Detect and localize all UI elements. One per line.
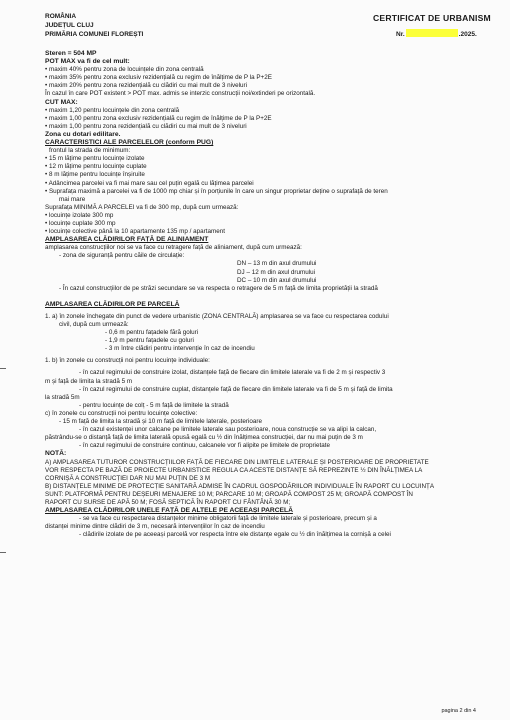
list-item: - 0,6 m pentru fațadele fără goluri — [105, 329, 199, 337]
note-line: B) DISTANȚELE MINIME DE PROTECȚIE SANITARĂ ADMISE ÎN CADRUL GOSPODĂRIILOR INDIVIDUALE ÎN RAPORT CU LOCUINȚA — [45, 482, 435, 490]
list-item: • maxim 1,00 pentru zona rezidențială cu clădiri cu mai mult de 3 niveluri — [45, 122, 247, 130]
list-item-continuation: mai mare — [59, 195, 86, 203]
issuer-block — [45, 12, 143, 39]
list-item: - clădirile izolate de pe aceeași parcelă vor respecta între ele distanțe egale cu ½ din înălțimea la cornișă a celei — [79, 531, 391, 539]
paragraph: Suprafața MINIMĂ A PARCELEI va fi de 300 mp, după cum urmează: — [45, 203, 239, 211]
land-area: Steren = 504 MP — [45, 50, 97, 57]
list-item-continuation: păstrându-se o distanță față de limita laterală opusă egală cu ½ din înălțimea construcției, dar nu mai puțin de 3 m — [45, 434, 363, 442]
list-item: - în cazul regimului de construire continuu, calcanele vor fi alipite pe limitele de proprietate — [79, 442, 330, 450]
section-heading: AMPLASAREA CLĂDIRILOR FAȚĂ DE ALINIAMENT — [45, 236, 209, 244]
note-line: A) AMPLASAREA TUTUROR CONSTRUCȚIILOR FAȚĂ DE FIECARE DIN LIMITELE LATERALE ȘI POSTERIOARE DE PROPRIETATE — [45, 458, 429, 466]
note-line: CORNIȘĂ A CONSTRUCȚIEI DAR NU MAI PUȚIN DE 3 M — [45, 474, 211, 482]
section-heading: AMPLASAREA CLĂDIRILOR PE PARCELĂ — [45, 300, 180, 308]
note-line: VOR RESPECTA PE BAZĂ DE PROIECTE URBANISTICE REGULA CA ACESTE DISTANȚE SĂ REPREZINTE ½ DIN ÎNĂLȚIMEA LA — [45, 466, 423, 474]
list-item: - în cazul regimului de construire cuplat, distanțele față de fiecare din limitele laterale va fi de 5 m și față de limita — [79, 385, 393, 393]
list-item: • maxim 1,20 pentru locuințele din zona centrală — [45, 106, 180, 114]
list-item: • 12 m lățime pentru locuințe cuplate — [45, 163, 147, 171]
list-item: - 15 m față de limita la stradă și 10 m față de limitele laterale, posterioare — [59, 418, 262, 426]
paragraph: 1. a) în zonele închegate din punct de vedere urbanistic (ZONA CENTRALĂ) amplasarea se va face cu respectarea codului — [45, 312, 389, 320]
list-item: • maxim 1,00 pentru zona exclusiv rezidențială cu regim de înălțime de P la P+2E — [45, 114, 272, 122]
note-heading: NOTĂ: — [45, 450, 67, 458]
list-item: • maxim 40% pentru zona de locuințele din zona centrală — [45, 66, 204, 74]
redacted-number-highlight — [406, 29, 458, 37]
section-heading: CARACTERISTICI ALE PARCELELOR (conform PUG) — [45, 139, 214, 147]
list-item: - pentru locuințe de colț - 5 m față de limitele la stradă — [79, 401, 229, 409]
utilities-note: Zona cu dotari edilitare. — [45, 130, 121, 138]
pot-heading: POT MAX va fi de cel mult: — [45, 58, 130, 66]
list-item: • locuințe izolate 300 mp — [45, 211, 114, 219]
list-item: • locuințe colective până la 10 apartamente 135 mp / apartament — [45, 228, 226, 236]
list-item-continuation: la stradă 5m — [45, 393, 80, 401]
page-footer: pagina 2 din 4 — [441, 708, 476, 714]
distance-item: DJ – 12 m din axul drumului — [237, 268, 316, 276]
list-item: • Adâncimea parcelei va fi mai mare sau cel puțin egală cu lățimea parcelei — [45, 179, 254, 187]
list-item: • 8 m lățime pentru locuințe înșiruite — [45, 171, 145, 179]
list-item: • maxim 20% pentru zona rezidențială cu clădiri cu mai mult de 3 niveluri — [45, 82, 248, 90]
section-heading: AMPLASAREA CLĂDIRILOR UNELE FAȚĂ DE ALTELE PE ACEEAȘI PARCELĂ — [45, 507, 293, 515]
list-item-continuation: distanței minime dintre clădiri de 3 m, necesară intervențiilor în caz de incendiu — [45, 523, 265, 531]
note-line: RAPORT CU SURSE DE APĂ 50 M; FOSĂ SEPTICĂ ÎN RAPORT CU FÂNTÂNĂ 30 M; — [45, 498, 291, 506]
list-item: - 3 m între clădiri pentru intervenție în caz de incendiu — [105, 345, 255, 353]
number-suffix: .2025. — [458, 31, 477, 38]
list-item-continuation: m și față de limita la stradă 5 m — [45, 377, 133, 385]
document-body — [45, 50, 475, 539]
issuer-country: ROMÂNIA — [45, 13, 77, 20]
cut-heading: CUT MAX: — [45, 98, 78, 106]
list-item: - în cazul regimului de construire izolat, distanțele față de fiecare din limitele laterale va fi de 2 m și respectiv 3 — [79, 369, 386, 377]
document-number — [396, 29, 477, 38]
list-item: • locuințe cuplate 300 mp — [45, 219, 116, 227]
paragraph: În cazul în care POT existent > POT max. admis se interzic construcții noi/extinderi pe orizontală. — [45, 90, 316, 98]
paragraph: frontul la strada de minimum: — [49, 147, 131, 155]
list-item: • 15 m lățime pentru locuințe izolate — [45, 155, 145, 163]
margin-mark — [0, 552, 6, 553]
list-item: - zona de siguranță pentru căile de circulație: — [59, 252, 185, 260]
list-item: - 1,9 m pentru fațadele cu goluri — [105, 337, 194, 345]
list-item: - se va face cu respectarea distanțelor minime obligatorii față de limitele laterale și posterioare, precum și a — [79, 515, 377, 523]
margin-mark — [0, 368, 6, 369]
paragraph-continuation: civil, după cum urmează: — [59, 321, 129, 328]
issuer-county: JUDEȚUL CLUJ — [45, 22, 94, 29]
list-item: - în cazul existenței unor calcane pe limitele laterale sau posterioare, noua construcție se va alipi la calcan, — [79, 426, 377, 434]
paragraph: c) în zonele cu construcții noi pentru locuințe colective: — [45, 409, 198, 417]
distance-item: DC – 10 m din axul drumului — [237, 276, 317, 284]
number-prefix: Nr. — [396, 31, 405, 38]
distance-item: DN – 13 m din axul drumului — [237, 260, 317, 268]
list-item: - În cazul construcțiilor de pe străzi secundare se va respecta o retragere de 5 m față de limita proprietății la stradă — [59, 284, 378, 292]
issuer-municipality: PRIMĂRIA COMUNEI FLOREȘTI — [45, 31, 144, 38]
list-item: • Suprafața maximă a parcelei va fi de 1000 mp chiar și în porțiunile în care un singur proprietar deține o suprafață de teren — [45, 187, 388, 195]
note-line: SUNT: PLATFORMĂ PENTRU DEȘEURI MENAJERE 10 M; PARCARE 10 M; GROAPĂ COMPOST 25 M; GROAPĂ COMPOST ÎN — [45, 490, 413, 498]
paragraph: 1. b) în zonele cu construcții noi pentru locuințe individuale: — [45, 357, 210, 365]
paragraph: amplasarea construcțiilor noi se va face cu retragere față de aliniament, după cum urmează: — [45, 244, 302, 252]
list-item: • maxim 35% pentru zona exclusiv rezidențială cu regim de înălțime de P la P+2E — [45, 74, 272, 82]
document-title: CERTIFICAT DE URBANISM — [373, 13, 491, 23]
